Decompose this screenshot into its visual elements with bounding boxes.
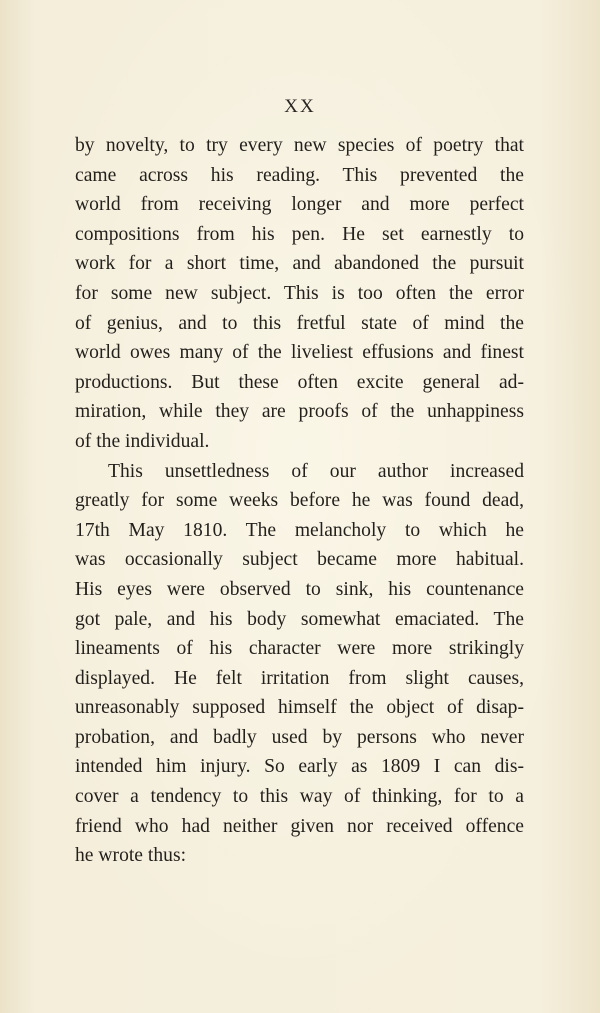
- text-line: productions. But these often excite general ad-: [75, 371, 524, 393]
- text-line: came across his reading. This prevented the: [75, 164, 524, 186]
- text-line: of genius, and to this fretful state of mind the: [75, 312, 524, 334]
- text-line: world from receiving longer and more perfect: [75, 194, 524, 216]
- text-line: intended him injury. So early as 1809 I can dis-: [75, 756, 524, 778]
- text-line: unreasonably supposed himself the object of disap-: [75, 697, 524, 719]
- text-line: of the individual.: [75, 430, 210, 452]
- text-line: got pale, and his body somewhat emaciated. The: [75, 608, 524, 630]
- text-line: he wrote thus:: [75, 845, 187, 867]
- paragraph-2: [75, 457, 524, 871]
- page-number: XX: [284, 96, 316, 117]
- text-line: 17th May 1810. The melancholy to which he: [75, 519, 524, 541]
- text-line: displayed. He felt irritation from slight causes,: [75, 667, 524, 689]
- text-line: lineaments of his character were more strikingly: [75, 638, 524, 660]
- text-line: friend who had neither given nor received offence: [75, 815, 524, 837]
- text-line: was occasionally subject became more habitual.: [75, 549, 524, 571]
- text-line: compositions from his pen. He set earnestly to: [75, 223, 524, 245]
- text-line: by novelty, to try every new species of poetry that: [75, 135, 524, 156]
- text-line: cover a tendency to this way of thinking, for to a: [75, 786, 524, 808]
- body-text: [75, 131, 524, 871]
- text-line: world owes many of the liveliest effusions and finest: [75, 342, 524, 364]
- text-line: work for a short time, and abandoned the pursuit: [75, 253, 524, 275]
- text-line: for some new subject. This is too often the error: [75, 282, 524, 304]
- text-line: greatly for some weeks before he was found dead,: [75, 490, 524, 512]
- text-line: This unsettledness of our author increased: [108, 460, 524, 482]
- text-line: probation, and badly used by persons who never: [75, 726, 524, 748]
- paragraph-1: [75, 131, 524, 457]
- text-line: His eyes were observed to sink, his countenance: [75, 578, 524, 600]
- text-line: miration, while they are proofs of the unhappiness: [75, 401, 524, 423]
